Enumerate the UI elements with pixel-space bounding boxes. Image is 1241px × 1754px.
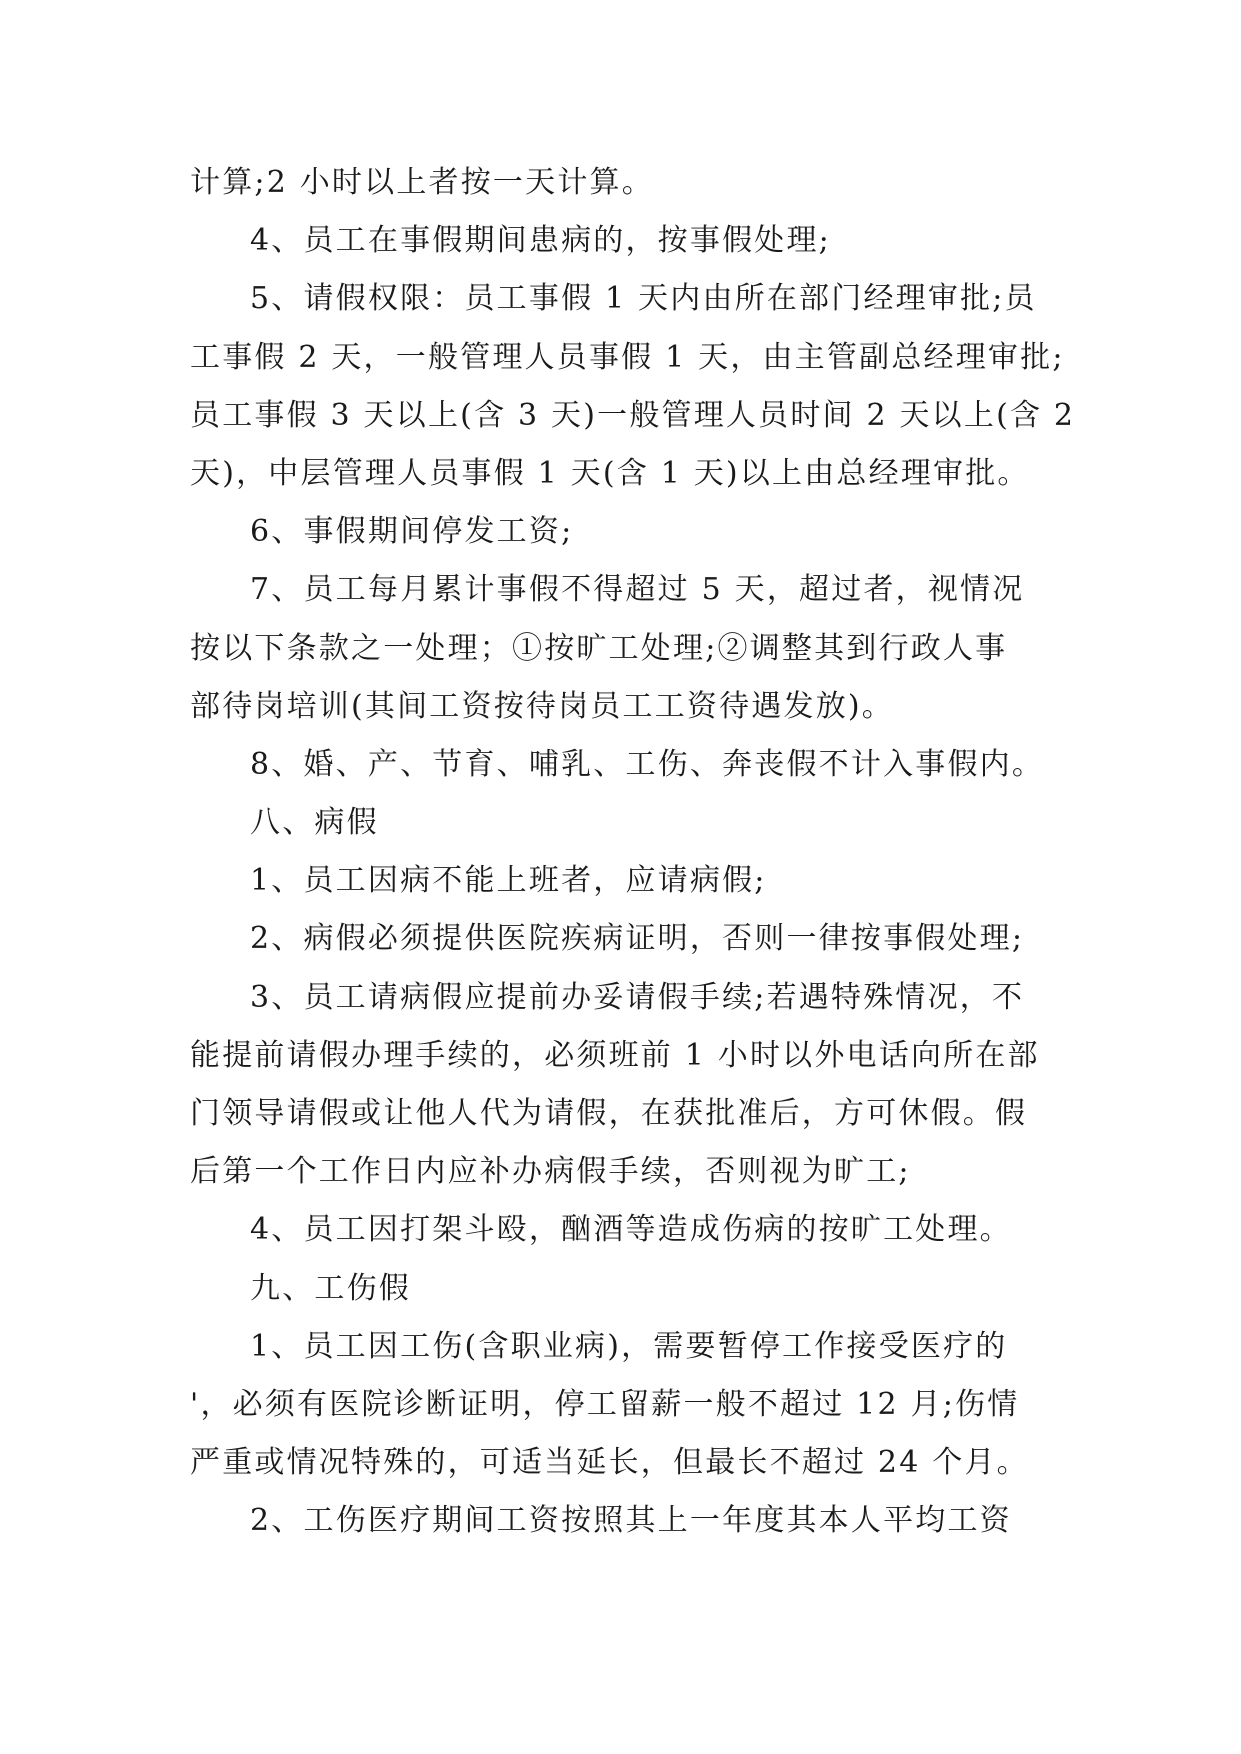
text-line: 部待岗培训(其间工资按待岗员工工资待遇发放)。 xyxy=(190,688,895,724)
text-line: 工事假 2 天，一般管理人员事假 1 天，由主管副总经理审批; xyxy=(190,339,1065,375)
document-body xyxy=(190,154,1076,1551)
text-line: 能提前请假办理手续的，必须班前 1 小时以外电话向所在部 xyxy=(190,1037,1040,1073)
text-line: 后第一个工作日内应补办病假手续，否则视为旷工; xyxy=(190,1154,911,1190)
text-line: 严重或情况特殊的，可适当延长，但最长不超过 24 个月。 xyxy=(190,1445,1029,1481)
text-line: 1、员工因病不能上班者，应请病假; xyxy=(250,863,767,899)
text-line: 计算;2 小时以上者按一天计算。 xyxy=(190,165,654,200)
text-line: 2、工伤医疗期间工资按照其上一年度其本人平均工资 xyxy=(250,1503,1012,1539)
text-line: 4、员工因打架斗殴，酗酒等造成伤病的按旷工处理。 xyxy=(250,1212,1012,1248)
text-line: 按以下条款之一处理；①按旷工处理;②调整其到行政人事 xyxy=(190,630,1008,666)
text-line: 门领导请假或让他人代为请假，在获批准后，方可休假。假 xyxy=(190,1096,1028,1131)
text-line: 7、员工每月累计事假不得超过 5 天，超过者，视情况 xyxy=(250,572,1025,608)
text-line: '，必须有医院诊断证明，停工留薪一般不超过 12 月;伤情 xyxy=(190,1386,1020,1422)
text-line: 5、请假权限：员工事假 1 天内由所在部门经理审批;员 xyxy=(250,281,1037,317)
text-line: 3、员工请病假应提前办妥请假手续;若遇特殊情况，不 xyxy=(250,979,1025,1015)
text-line: 2、病假必须提供医院疾病证明，否则一律按事假处理; xyxy=(250,921,1025,957)
text-line: 8、婚、产、节育、哺乳、工伤、奔丧假不计入事假内。 xyxy=(250,746,1045,782)
section-heading: 八、病假 xyxy=(250,805,379,841)
text-line: 1、员工因工伤(含职业病)，需要暂停工作接受医疗的 xyxy=(250,1328,1008,1364)
text-line: 4、员工在事假期间患病的，按事假处理; xyxy=(250,223,831,259)
text-line: 员工事假 3 天以上(含 3 天)一般管理人员时间 2 天以上(含 2 xyxy=(190,397,1076,433)
section-heading: 九、工伤假 xyxy=(250,1270,411,1306)
text-line: 天)，中层管理人员事假 1 天(含 1 天)以上由总经理审批。 xyxy=(190,455,1030,491)
text-line: 6、事假期间停发工资; xyxy=(250,514,574,550)
